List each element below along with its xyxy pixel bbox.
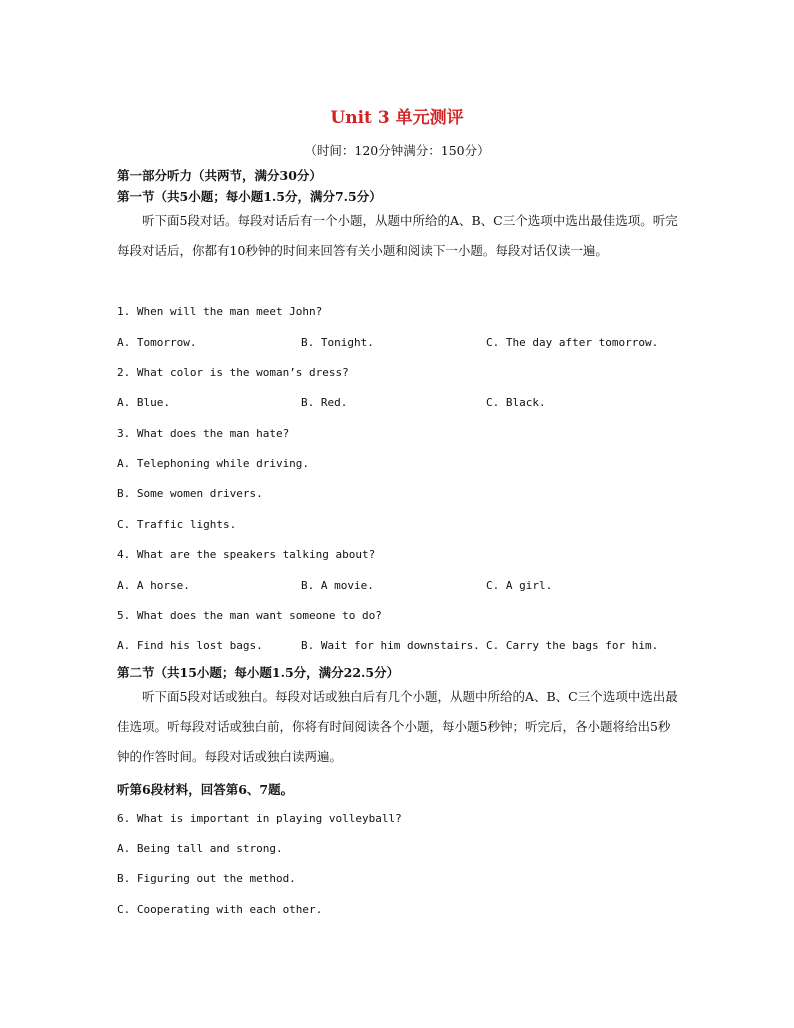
q1-option-c: C. The day after tomorrow. bbox=[486, 336, 659, 349]
q5-option-a: A. Find his lost bags. bbox=[117, 639, 263, 652]
question-4: 4. What are the speakers talking about? bbox=[117, 548, 376, 561]
question-2: 2. What color is the woman’s dress? bbox=[117, 366, 349, 379]
section1-heading: 第一节（共5小题；每小题1.5分，满分7.5分） bbox=[117, 189, 382, 204]
q3-option-b: B. Some women drivers. bbox=[117, 487, 263, 500]
q4-option-c: C. A girl. bbox=[486, 579, 553, 592]
q6-option-a: A. Being tall and strong. bbox=[117, 842, 283, 855]
section2-heading: 第二节（共15小题；每小题1.5分，满分22.5分） bbox=[117, 665, 400, 680]
part1-heading: 第一部分听力（共两节，满分30分） bbox=[117, 168, 322, 183]
section2-instructions: 听下面5段对话或独白。每段对话或独白后有几个小题，从题中所给的A、B、C三个选项中选出最佳选项。听每段对话或独白前，你将有时间阅读各个小题，每小题5秒钟；听完后，各小题将给出5秒钟的作答时间。每段对话或独白读两遍。 bbox=[117, 689, 678, 764]
q6-option-c: C. Cooperating with each other. bbox=[117, 903, 323, 916]
question-6: 6. What is important in playing volleyball? bbox=[117, 812, 402, 825]
section1-instructions: 听下面5段对话。每段对话后有一个小题，从题中所给的A、B、C三个选项中选出最佳选项。听完每段对话后，你都有10秒钟的时间来回答有关小题和阅读下一小题。每段对话仅读一遍。 bbox=[117, 213, 678, 258]
q4-option-b: B. A movie. bbox=[301, 579, 374, 592]
q2-option-b: B. Red. bbox=[301, 396, 348, 409]
q1-option-b: B. Tonight. bbox=[301, 336, 374, 349]
q5-option-c: C. Carry the bags for him. bbox=[486, 639, 659, 652]
q6-option-b: B. Figuring out the method. bbox=[117, 872, 296, 885]
q2-option-c: C. Black. bbox=[486, 396, 546, 409]
q5-option-b: B. Wait for him downstairs. bbox=[301, 639, 480, 652]
material-6-heading: 听第6段材料，回答第6、7题。 bbox=[117, 782, 294, 797]
q4-option-a: A. A horse. bbox=[117, 579, 190, 592]
q2-option-a: A. Blue. bbox=[117, 396, 170, 409]
q3-option-c: C. Traffic lights. bbox=[117, 518, 237, 531]
question-5: 5. What does the man want someone to do? bbox=[117, 609, 382, 622]
q1-option-a: A. Tomorrow. bbox=[117, 336, 197, 349]
exam-time-info: （时间：120分钟满分：150分） bbox=[304, 143, 490, 158]
q3-option-a: A. Telephoning while driving. bbox=[117, 457, 310, 470]
page-title: Unit 3 单元测评 bbox=[330, 108, 464, 128]
question-3: 3. What does the man hate? bbox=[117, 427, 290, 440]
question-1: 1. When will the man meet John? bbox=[117, 305, 323, 318]
